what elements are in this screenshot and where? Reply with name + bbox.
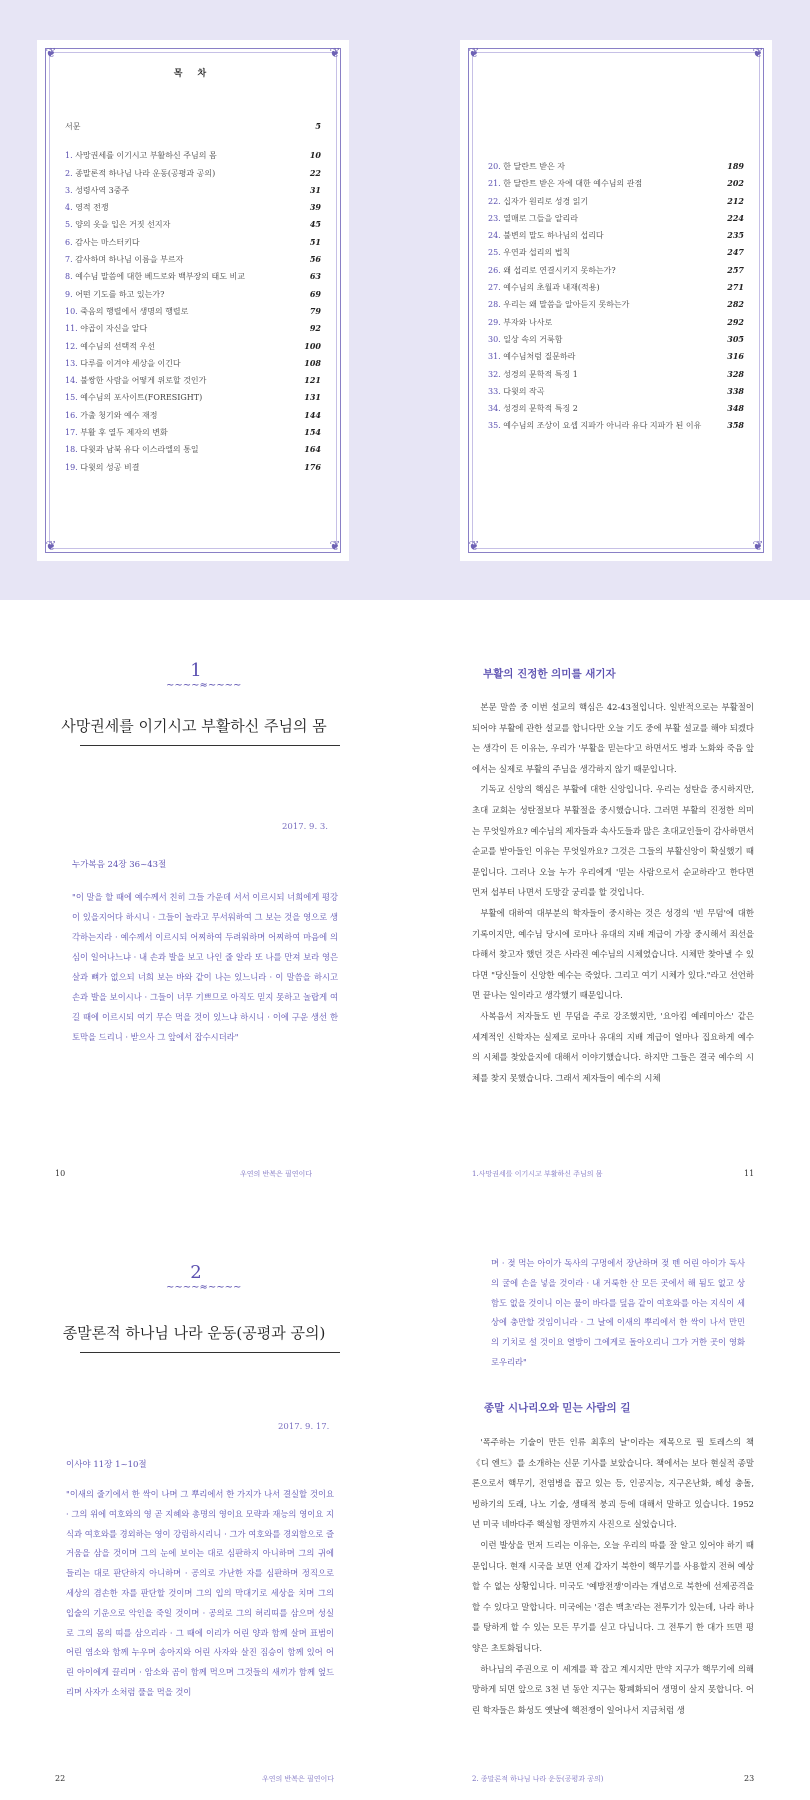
chapter-ornament-icon: ∼∼∼∼≈∼∼∼∼ [166, 680, 242, 691]
toc-item-title [65, 216, 170, 233]
toc-item-number: 18. [65, 445, 78, 455]
corner-ornament-icon: ❦ [752, 46, 764, 61]
toc-item-title [65, 165, 215, 182]
toc-item-label: 우리는 왜 말씀을 알아듣지 못하는가 [503, 300, 630, 310]
toc-item-page: 282 [727, 299, 744, 310]
toc-item-page: 271 [727, 282, 744, 293]
toc-item-page: 316 [727, 351, 744, 362]
toc-item-page: 154 [304, 427, 321, 438]
toc-item-number: 5. [65, 220, 73, 230]
toc-item[interactable] [65, 424, 321, 441]
toc-item-number: 24. [488, 231, 501, 241]
body-paragraph: 사복음서 저자들도 빈 무덤을 주로 강조했지만, '요아킴 예레미아스' 같은 세계적인 신학자는 실제로 로마나 유대의 지배 계급이 얼마나 집요하게 예수의 시체를 찾았을지에 대해서 이야기했습니다. 하지만 그들은 결국 예수의 시체를 찾지 못했습니다. 그래서 제자들이 예수의 시체 [472, 1010, 754, 1083]
corner-ornament-icon: ❦ [45, 46, 57, 61]
toc-item-page: 144 [304, 409, 321, 420]
toc-item-number: 20. [488, 162, 501, 171]
toc-page-right [460, 40, 772, 561]
toc-item-page: 63 [309, 271, 321, 282]
toc-item-title [65, 459, 139, 476]
body-paragraph: 부활에 대하여 대부분의 학자들이 중시하는 것은 성경의 '빈 무덤'에 대한 기록이지만, 예수님 당시에 로마나 유대의 지배 계급이 가장 중시해서 죄선을 다해서 찾고자 했던 것은 사라진 예수님의 시체였습니다. 시체만 찾아낼 수 있다면 "당신들이 신앙한 예수는 죽었다. 그리고 여기 시체가 있다."라고 선언하면 끝나는 일이라고 생각했기 때문입니다. [472, 907, 754, 1001]
toc-item-title [488, 383, 544, 400]
body-paragraph: 본문 말씀 중 이번 설교의 핵심은 42-43절입니다. 일반적으로는 부활절이 되어야 부활에 관한 설교를 합니다만 오늘 기도 중에 부활 설교를 해야 되겠다는 생각이 든 이유는, 우리가 '부활을 믿는다'고 하면서도 병과 노화와 죽음 앞에서는 실제로 부활의 주님을 생각하지 않기 때문입니다. [472, 702, 754, 774]
toc-item-label: 다윗의 작곡 [503, 386, 545, 396]
toc-item-label: 성경의 문학적 특징 2 [503, 404, 578, 414]
toc-item-label: 야곱이 자신을 알다 [80, 324, 148, 334]
toc-item-number: 9. [65, 289, 73, 299]
toc-item-label: 다윗과 남북 유다 이스라엘의 통일 [80, 445, 199, 455]
toc-item-page: 202 [727, 178, 744, 189]
toc-item-label: 한 달란트 받은 자에 대한 예수님의 관점 [503, 179, 643, 189]
toc-item-label: 왜 섭리로 연결시키지 못하는가? [503, 265, 616, 275]
toc-item[interactable] [65, 459, 321, 476]
toc-item-page: 257 [727, 264, 744, 275]
toc-item-page: 338 [727, 385, 744, 396]
sermon-date: 2017. 9. 3. [282, 822, 328, 832]
toc-item-number: 15. [65, 393, 78, 403]
toc-item-label: 십자가 원리로 성경 읽기 [503, 196, 589, 206]
toc-preface-page: 5 [315, 121, 321, 131]
page-number: 23 [744, 1774, 755, 1783]
toc-item-title [65, 199, 109, 216]
toc-item-number: 26. [488, 265, 501, 275]
toc-item-label: 예수님의 포사이트(FORESIGHT) [80, 393, 203, 403]
body-paragraph: '폭주하는 기술이 만든 인류 최후의 날'이라는 제목으로 필 토레스의 책 《디 엔드》를 소개하는 신문 기사를 보았습니다. 책에서는 보다 현실적 종말론으로서 핵무기, 전염병을 꼽고 있는 등, 인공지능, 지구온난화, 혜성 충돌, 빙하기의 도래, 나노 기술, 생태적 붕괴 등에 대해서 말하고 있습니다. 1952년 미국 네바다주 핵실험 장면까지 사진으로 실었습니다. [472, 1437, 754, 1530]
chapter-title: 사망권세를 이기시고 부활하신 주님의 몸 [61, 717, 327, 735]
running-header: 우연의 반복은 필연이다 [262, 1775, 335, 1783]
toc-item-page: 121 [304, 375, 321, 386]
toc-item[interactable] [65, 268, 321, 285]
toc-preface[interactable] [65, 118, 321, 135]
toc-item-number: 4. [65, 203, 73, 213]
toc-item[interactable] [65, 355, 321, 372]
toc-item-page: 10 [309, 150, 321, 161]
toc-item-page: 305 [727, 333, 744, 344]
toc-item-number: 33. [488, 386, 501, 396]
toc-item-label: 우연과 섭리의 법칙 [503, 248, 571, 258]
toc-item[interactable] [65, 216, 321, 233]
toc-item-number: 29. [488, 317, 501, 327]
toc-item-number: 12. [65, 341, 78, 351]
toc-item-title [488, 193, 588, 210]
toc-item-title [488, 244, 570, 261]
toc-item-title [488, 366, 578, 383]
scripture-quote-continued: 며 · 젖 먹는 아이가 독사의 구멍에서 장난하며 젖 뗀 어린 아이가 독사의 굴에 손을 넣을 것이라 · 내 거룩한 산 모든 곳에서 해 됨도 없고 상함도 없을 것이니 이는 물이 바다를 덮음 같이 여호와를 아는 지식이 세상에 충만할 것임이니라 · 그 날에 이새의 뿌리에서 한 싹이 나서 만민의 기치로 설 것이요 열방이 그에게로 돌아오리니 그가 거한 곳이 영화로우리라" [491, 1258, 745, 1367]
toc-item-number: 3. [65, 185, 73, 195]
toc-item[interactable] [65, 147, 321, 164]
toc-item[interactable] [488, 279, 744, 296]
running-header: 2. 종말론적 하나님 나라 운동(공평과 공의) [472, 1775, 604, 1783]
chapter-ornament-icon: ∼∼∼∼≈∼∼∼∼ [166, 1282, 242, 1293]
toc-item-page: 247 [727, 247, 744, 258]
toc-item[interactable] [65, 389, 321, 406]
corner-ornament-icon: ❦ [45, 539, 57, 554]
toc-item[interactable] [65, 165, 321, 182]
corner-ornament-icon: ❦ [329, 539, 341, 554]
toc-item-number: 11. [65, 324, 78, 334]
toc-item[interactable] [65, 182, 321, 199]
toc-item[interactable] [488, 244, 744, 261]
corner-ornament-icon: ❦ [752, 539, 764, 554]
toc-item-number: 8. [65, 272, 73, 282]
toc-item[interactable] [488, 262, 744, 279]
toc-item-title [488, 314, 552, 331]
toc-item[interactable] [65, 251, 321, 268]
toc-item-label: 다루를 이겨야 세상을 이긴다 [80, 358, 181, 368]
toc-item[interactable] [65, 234, 321, 251]
toc-item-page: 56 [309, 254, 321, 265]
body-text [472, 1432, 754, 1720]
section-heading: 부활의 진정한 의미를 새기자 [483, 668, 616, 680]
chapter-title: 종말론적 하나님 나라 운동(공평과 공의) [62, 1324, 326, 1342]
toc-item-title [488, 331, 562, 348]
toc-item-label: 열매로 그들을 알리라 [503, 213, 578, 223]
toc-item-number: 6. [65, 237, 73, 247]
toc-item-label: 어떤 기도를 하고 있는가? [75, 289, 165, 299]
toc-item[interactable] [65, 320, 321, 337]
toc-item-number: 22. [488, 196, 501, 206]
toc-list-left [65, 118, 321, 476]
toc-item[interactable] [488, 296, 744, 313]
bible-reference: 이사야 11장 1~10절 [66, 1460, 147, 1470]
toc-item-label: 다윗의 성공 비결 [80, 462, 140, 472]
toc-item[interactable] [488, 314, 744, 331]
toc-item-label: 죽음의 행렬에서 생명의 행렬로 [80, 306, 189, 316]
toc-item-page: 292 [727, 316, 744, 327]
toc-item-label: 일상 속의 거룩함 [503, 334, 563, 344]
toc-item-title [65, 372, 206, 389]
toc-item-label: 영적 전쟁 [75, 203, 109, 213]
toc-item-number: 28. [488, 300, 501, 310]
toc-item[interactable] [488, 193, 744, 210]
toc-item-title [488, 262, 616, 279]
corner-ornament-icon: ❦ [468, 539, 480, 554]
toc-item-number: 21. [488, 179, 501, 189]
toc-item-page: 189 [727, 161, 744, 171]
toc-item[interactable] [488, 400, 744, 417]
toc-item-title [488, 210, 578, 227]
chapter-number: 2 [190, 1262, 202, 1283]
toc-item-number: 7. [65, 255, 73, 265]
toc-item-page: 69 [309, 288, 321, 299]
toc-item[interactable] [65, 441, 321, 458]
bible-reference: 누가복음 24장 36~43절 [72, 860, 167, 870]
chapter-title-rule [80, 1352, 340, 1353]
toc-item[interactable] [488, 331, 744, 348]
scripture-quote: "이 말을 할 때에 예수께서 친히 그들 가운데 서서 이르시되 너희에게 평강이 있을지어다 하시니 · 그들이 놀라고 무서워하여 그 보는 것을 영으로 생각하는지라 · 예수께서 이르시되 어찌하여 두려워하며 어찌하여 마음에 의심이 일어나느냐 · 내 손과 발을 보고 나인 줄 알라 또 나를 만져 보라 영은 살과 뼈가 없으되 너희 보는 바와 같이 나는 있느니라 · 이 말씀을 하시고 손과 발을 보이시나 · 그들이 너무 기쁘므로 아직도 믿지 못하고 놀랍게 여길 때에 이르시되 여기 무슨 먹을 것이 있느냐 하시니 · 이에 구운 생선 한 토막을 드리니 · 받으사 그 앞에서 잡수시더라" [72, 892, 338, 1042]
page-number: 22 [55, 1774, 66, 1783]
body-text [472, 697, 754, 1088]
toc-item[interactable] [488, 227, 744, 244]
toc-item-label: 한 달란트 받은 자 [503, 162, 566, 171]
toc-item-label: 불쌍한 사람을 어떻게 위로할 것인가 [80, 376, 207, 386]
toc-item-title [65, 251, 183, 268]
toc-item[interactable] [488, 175, 744, 192]
toc-item[interactable] [65, 303, 321, 320]
section-heading: 종말 시나리오와 믿는 사람의 길 [484, 1402, 631, 1414]
toc-item-number: 17. [65, 428, 78, 438]
body-paragraph: 하나님의 주권으로 이 세계를 꽉 잡고 계시지만 만약 지구가 핵무기에 의해 망하게 되면 앞으로 3천 년 동안 지구는 황폐화되어 생명이 살지 못합니다. 어린 학자들은 화성도 옛날에 핵전쟁이 일어나서 지금처럼 생 [472, 1663, 754, 1715]
toc-item-number: 27. [488, 283, 501, 293]
toc-item-title [65, 182, 129, 199]
toc-item-number: 16. [65, 410, 78, 420]
toc-item-page: 108 [304, 357, 321, 368]
toc-list-right [488, 158, 744, 435]
toc-item[interactable] [488, 383, 744, 400]
toc-item-number: 23. [488, 213, 501, 223]
running-header: 우연의 반복은 필연이다 [240, 1170, 313, 1178]
toc-item-number: 13. [65, 358, 78, 368]
toc-item-label: 부자와 나사로 [503, 317, 553, 327]
toc-item-title [65, 424, 168, 441]
body-paragraph: 이런 발상을 먼저 드리는 이유는, 오늘 우리의 따를 잘 알고 있어야 하기 때문입니다. 현재 시국을 보면 언제 갑자기 북한이 핵무기를 사용할지 전혀 예상할 수 없는 상황입니다. 미국도 '예방전쟁'이라는 개념으로 북한에 선제공격을 할 수 있다고 말합니다. 미국에는 '겸손 맥초'라는 전투기가 있는데, 나라 하나를 탕하게 할 수 있는 모든 무기를 싣고 다닙니다. 그 전투기 한 대가 뜨면 평양은 초토화됩니다. [472, 1539, 754, 1653]
toc-item-page: 45 [309, 219, 321, 230]
toc-item-title [488, 279, 600, 296]
toc-item-page: 92 [309, 323, 321, 334]
toc-item[interactable] [488, 348, 744, 365]
toc-item-label: 감사하며 하나님 이름을 부르자 [75, 255, 184, 265]
toc-page-left [37, 40, 349, 561]
toc-item-page: 22 [309, 167, 321, 178]
toc-item-label: 예수님의 초월과 내재(적용) [503, 283, 600, 293]
toc-item-number: 19. [65, 462, 78, 472]
toc-item-title [65, 389, 202, 406]
toc-item-title [488, 348, 575, 365]
toc-item-title [65, 234, 140, 251]
toc-title: 목 차 [173, 69, 213, 79]
toc-item-title [488, 158, 565, 175]
toc-item-label: 가출 청기와 예수 재정 [80, 410, 158, 420]
toc-item-number: 10. [65, 306, 78, 316]
toc-item-label: 사망권세를 이기시고 부활하신 주님의 몸 [75, 151, 217, 161]
toc-item-title [65, 268, 245, 285]
toc-item-title [65, 355, 181, 372]
toc-item[interactable] [65, 286, 321, 303]
toc-item-page: 131 [304, 392, 321, 403]
toc-item-page: 51 [309, 236, 321, 247]
toc-item[interactable] [65, 199, 321, 216]
toc-item-page: 100 [304, 340, 321, 351]
toc-item-page: 348 [727, 403, 744, 414]
toc-item-number: 34. [488, 404, 501, 414]
toc-item-title [65, 303, 188, 320]
toc-item-page: 176 [304, 461, 321, 472]
body-paragraph: 기독교 신앙의 핵심은 부활에 대한 신앙입니다. 우리는 성탄을 중시하지만, 초대 교회는 성탄절보다 부활절을 중시했습니다. 그러면 부활의 진정한 의미는 무엇일까요? 예수님의 제자들과 속사도들과 많은 초대교인들이 감사하면서 순교를 받아들인 이유는 무엇일까요? 그것은 그들의 부활신앙이 확실했기 때문입니다. 그러나 오늘 누가 우리에게 '믿는 사람으로서 순교하라'고 한다면 먼저 섭부터 나면서 도망갈 궁리를 할 것입니다. [472, 784, 755, 898]
toc-item-title [488, 400, 578, 417]
toc-item[interactable] [488, 158, 744, 175]
toc-item-page: 31 [309, 184, 321, 195]
page-number: 11 [744, 1169, 755, 1178]
toc-item-title [65, 286, 164, 303]
toc-item-label: 불변의 말도 하나님의 섭리다 [503, 231, 604, 241]
page-number: 10 [55, 1169, 66, 1178]
toc-item-page: 358 [727, 420, 744, 431]
toc-item-page: 224 [727, 212, 744, 223]
toc-item-label: 부활 후 열두 제자의 변화 [80, 428, 168, 438]
toc-item-number: 25. [488, 248, 501, 258]
toc-item-page: 235 [727, 230, 744, 241]
sermon-date: 2017. 9. 17. [278, 1422, 330, 1432]
toc-item[interactable] [488, 417, 744, 434]
toc-item[interactable] [65, 338, 321, 355]
toc-item-title [488, 417, 701, 434]
toc-item[interactable] [65, 372, 321, 389]
chapter-title-rule [80, 745, 340, 746]
toc-item-label: 성경의 문학적 특징 1 [503, 369, 578, 379]
toc-item-number: 31. [488, 352, 501, 362]
toc-item-number: 1. [65, 151, 73, 161]
toc-item-title [488, 296, 629, 313]
toc-item[interactable] [488, 210, 744, 227]
toc-item-label: 양의 옷을 입은 거짓 선지자 [75, 220, 171, 230]
toc-item-number: 2. [65, 168, 73, 178]
scripture-quote: "이새의 줄기에서 한 싹이 나며 그 뿌리에서 한 가지가 나서 결실할 것이요 · 그의 위에 여호와의 영 곧 지혜와 총명의 영이요 모략과 재능의 영이요 지식과 여호와를 경외하는 영이 강림하시리니 · 그가 여호와를 경외함으로 즐거움을 삼을 것이며 그의 눈에 보이는 대로 심판하지 아니하며 그의 귀에 들리는 대로 판단하지 아니하며 · 공의로 가난한 자를 심판하며 정직으로 세상의 겸손한 자를 판단할 것이며 그의 입의 막대기로 세상을 치며 그의 입술의 기운으로 악인을 죽일 것이며 · 공의로 그의 허리띠를 삼으며 성실로 그의 몸의 띠를 삼으리라 · 그 때에 이리가 어린 양과 함께 살며 표범이 어린 염소와 함께 누우며 송아지와 어린 사자와 살진 짐승이 함께 있어 어린 아이에게 끌리며 · 암소와 곰이 함께 먹으며 그것들의 새끼가 함께 엎드리며 사자가 소처럼 풀을 먹을 것이 [66, 1489, 334, 1697]
toc-item-label: 예수님의 조상이 요셉 지파가 아니라 유다 지파가 된 이유 [503, 421, 702, 431]
toc-item-page: 39 [309, 202, 321, 213]
toc-item-title [488, 227, 604, 244]
toc-item-title [65, 338, 155, 355]
toc-item-label: 종말론적 하나님 나라 운동(공평과 공의) [75, 168, 216, 178]
toc-item-number: 32. [488, 369, 501, 379]
corner-ornament-icon: ❦ [329, 46, 341, 61]
toc-item-label: 예수님 말씀에 대한 베드로와 백부장의 태도 비교 [75, 272, 246, 282]
toc-item-title [65, 441, 199, 458]
toc-item-number: 30. [488, 334, 501, 344]
toc-item-number: 35. [488, 421, 501, 431]
toc-item[interactable] [488, 366, 744, 383]
toc-item-label: 예수님처럼 질문하라 [503, 352, 576, 362]
toc-item-title [488, 175, 642, 192]
chapter-number: 1 [190, 660, 202, 681]
toc-item-number: 14. [65, 376, 78, 386]
toc-item-title [65, 407, 157, 424]
toc-item-page: 164 [304, 444, 321, 455]
toc-item-page: 328 [727, 368, 744, 379]
corner-ornament-icon: ❦ [468, 46, 480, 61]
toc-item-title [65, 320, 147, 337]
running-header: 1.사망권세를 이기시고 부활하신 주님의 몸 [472, 1170, 603, 1178]
toc-item-label: 성령사역 3중주 [75, 185, 130, 195]
toc-item-label: 감사는 마스터키다 [75, 237, 140, 247]
toc-item-page: 79 [309, 305, 321, 316]
toc-item[interactable] [65, 407, 321, 424]
toc-item-title [65, 147, 217, 164]
toc-preface-label: 서문 [65, 122, 81, 131]
toc-item-page: 212 [727, 195, 744, 206]
toc-item-label: 예수님의 선택적 우선 [80, 341, 155, 351]
